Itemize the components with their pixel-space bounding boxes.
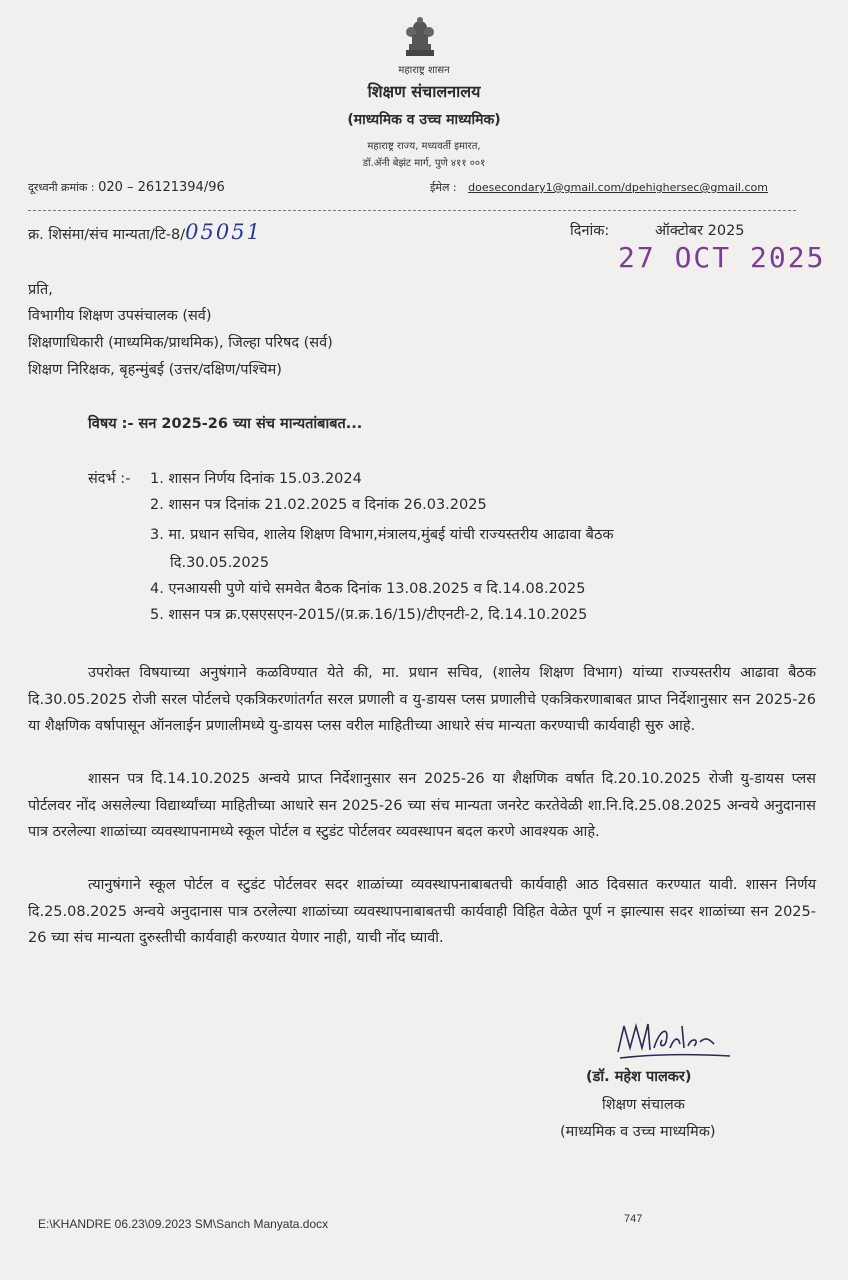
email — [430, 180, 768, 195]
signatory-designation: शिक्षण संचालक — [602, 1097, 685, 1113]
recipient-line: शिक्षणाधिकारी (माध्यमिक/प्राथमिक), जिल्हा परिषद (सर्व) — [28, 335, 333, 351]
prati: प्रति, — [28, 282, 53, 298]
reference-item: 3. मा. प्रधान सचिव, शालेय शिक्षण विभाग,मंत्रालय,मुंबई यांची राज्यस्तरीय आढावा बैठक — [150, 527, 614, 543]
body-paragraph-3: त्यानुषंगाने स्कूल पोर्टल व स्टुडंट पोर्टलवर सदर शाळांच्या व्यवस्थापनाबाबतची कार्यवाही आठ दिवसात करण्यात यावी. शासन निर्णय दि.25.08.2025 अन्वये अनुदानास पात्र ठरलेल्या शाळांच्या व्यवस्थापनाबाबतची कार्यवाही विहित वेळेत पूर्ण न झाल्यास सदर शाळांच्या सन 2025-26 च्या संच मान्यता दुरुस्तीची कार्यवाही करण्यात येणार नाही, याची नोंद घ्यावी. — [28, 877, 816, 946]
date-month: ऑक्टोबर 2025 — [655, 223, 745, 239]
address-line-2: डॉ.ॲनी बेझंट मार्ग, पुणे ४११ ००१ — [362, 158, 486, 169]
reference-item: 5. शासन पत्र क्र.एसएसएन-2015/(प्र.क्र.16/15)/टीएनटी-2, दि.14.10.2025 — [150, 607, 588, 623]
phone — [28, 180, 225, 195]
email-value[interactable]: doesecondary1@gmail.com/dpehighersec@gmail.com — [468, 181, 768, 194]
reference-item: 2. शासन पत्र दिनांक 21.02.2025 व दिनांक 26.03.2025 — [150, 497, 487, 513]
date-stamp: 27 OCT 2025 — [618, 241, 826, 274]
address-line-1: महाराष्ट्र राज्य, मध्यवर्ती इमारत, — [367, 141, 481, 152]
page-code: 747 — [624, 1213, 643, 1225]
body-paragraph-1: उपरोक्त विषयाच्या अनुषंगाने कळविण्यात येते की, मा. प्रधान सचिव, (शालेय शिक्षण विभाग) यांच्या राज्यस्तरीय आढावा बैठक दि.30.05.2025 रोजी सरल पोर्टलचे एकत्रिकरणांतर्गत सरल प्रणाली व यु-डायस प्लस प्रणालीचे एकत्रिकरणाबाबत प्राप्त निर्देशानुसार सन 2025-26 या शैक्षणिक वर्षापासून ऑनलाईन प्रणालीमध्ये यु-डायस प्लस वरील माहितीच्या आधारे संच मान्यता करण्याची कार्यवाही सुरु आहे. — [28, 665, 816, 734]
signature-icon — [614, 1018, 734, 1062]
reference-number — [28, 220, 262, 244]
state-emblem-icon — [400, 14, 440, 58]
signatory-department: (माध्यमिक व उच्च माध्यमिक) — [560, 1124, 716, 1140]
signatory-name: (डॉ. महेश पालकर) — [586, 1069, 692, 1085]
reference-item: 4. एनआयसी पुणे यांचे समवेत बैठक दिनांक 13.08.2025 व दि.14.08.2025 — [150, 581, 586, 597]
recipient-line: शिक्षण निरिक्षक, बृहन्मुंबई (उत्तर/दक्षिण/पश्चिम) — [28, 362, 282, 378]
reference-item: 1. शासन निर्णय दिनांक 15.03.2024 — [150, 471, 362, 487]
email-label: ईमेल : — [430, 181, 457, 194]
phone-label: दूरध्वनी क्रमांक : — [28, 181, 95, 194]
reference-item-continuation: दि.30.05.2025 — [170, 555, 270, 571]
body-paragraph-2: शासन पत्र दि.14.10.2025 अन्वये प्राप्त निर्देशानुसार सन 2025-26 या शैक्षणिक वर्षात दि.20.10.2025 रोजी यु-डायस प्लस पोर्टलवर नोंद असलेल्या विद्यार्थ्यांच्या माहितीच्या आधारे सन 2025-26 च्या संच मान्यता जनरेट करतेवेळी शा.नि.दि.25.08.2025 अन्वये अनुदानास पात्र ठरलेल्या शाळांच्या व्यवस्थापनामध्ये स्कूल पोर्टल व स्टुडंट पोर्टलवर व्यवस्थापन बदल करणे आवश्यक आहे. — [28, 771, 816, 840]
office-subtitle: (माध्यमिक व उच्च माध्यमिक) — [347, 112, 501, 128]
reference-number-prefix: क्र. शिसंमा/संच मान्यता/टि-8/ — [28, 227, 186, 243]
references-label: संदर्भ :- — [88, 471, 131, 487]
header-divider — [28, 210, 796, 211]
date-label: दिनांक: — [570, 223, 610, 239]
reference-number-handwritten: 05051 — [185, 220, 262, 244]
recipient-line: विभागीय शिक्षण उपसंचालक (सर्व) — [28, 308, 212, 324]
office-title: शिक्षण संचालनालय — [367, 82, 481, 101]
file-path: E:\KHANDRE 06.23\09.2023 SM\Sanch Manyata.docx — [38, 1217, 329, 1231]
subject: विषय :- सन 2025-26 च्या संच मान्यतांबाबत... — [88, 416, 363, 432]
govt-line: महाराष्ट्र शासन — [398, 65, 450, 76]
phone-value: 020 – 26121394/96 — [98, 180, 225, 195]
